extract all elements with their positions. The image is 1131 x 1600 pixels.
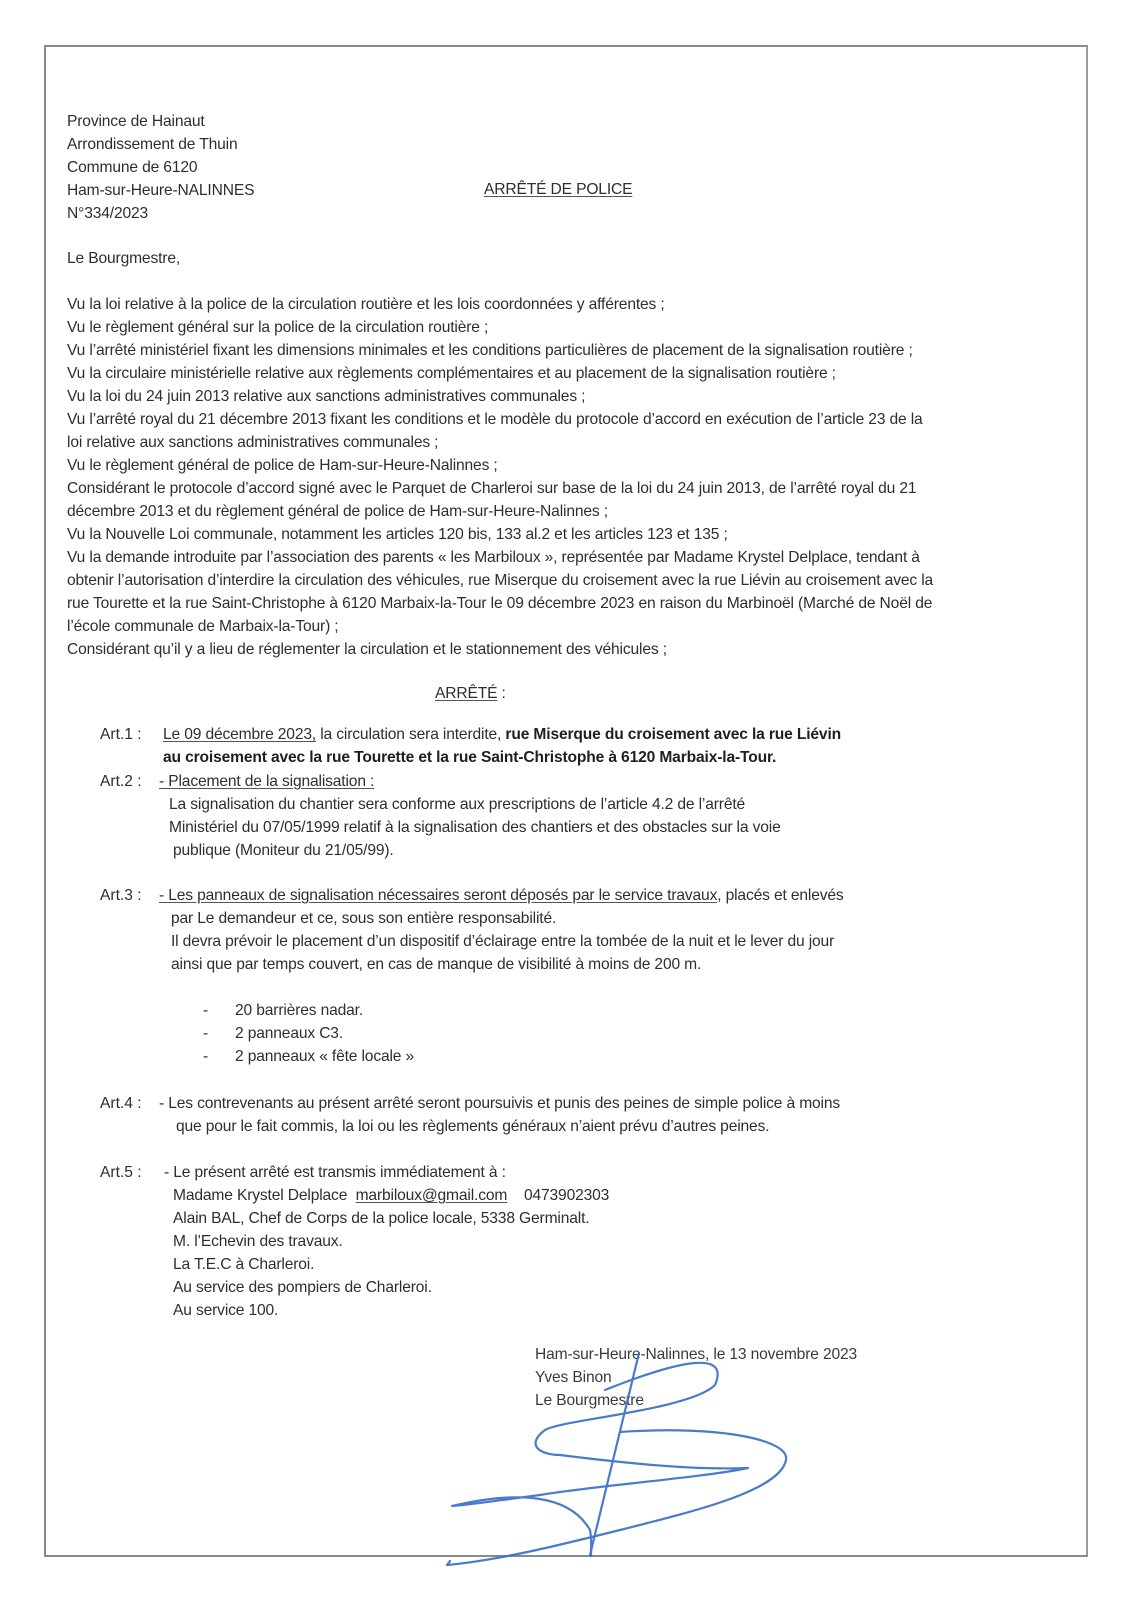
considerant-line: rue Tourette et la rue Saint-Christophe à 6120 Marbaix-la-Tour le 09 décembre 2023 en raison du Marbinoël (Marché de Noël de: [67, 595, 933, 612]
article-3-line: ainsi que par temps couvert, en cas de manque de visibilité à moins de 200 m.: [171, 956, 702, 973]
article-3-line: Il devra prévoir le placement d’un dispositif d’éclairage entre la tombée de la nuit et le lever du jour: [171, 933, 835, 950]
considerant-line: décembre 2013 et du règlement général de police de Ham-sur-Heure-Nalinnes ;: [67, 503, 608, 520]
article-5-label: Art.5 :: [100, 1164, 142, 1181]
recipient-line: La T.E.C à Charleroi.: [173, 1256, 315, 1273]
recipient-phone: 0473902303: [523, 1187, 610, 1204]
recipient-line: Au service 100.: [173, 1302, 279, 1319]
article-1-label: Art.1 :: [100, 726, 142, 743]
considerant-line: Vu le règlement général de police de Ham-sur-Heure-Nalinnes ;: [67, 457, 498, 474]
article-1-location-b: au croisement avec la rue Tourette et la rue Saint-Christophe à 6120 Marbaix-la-Tour.: [163, 749, 777, 766]
article-2-line: La signalisation du chantier sera conforme aux prescriptions de l’article 4.2 de l’arrêté: [169, 796, 746, 813]
article-2-line: Ministériel du 07/05/1999 relatif à la signalisation des chantiers et des obstacles sur la voie: [169, 819, 781, 836]
considerant-line: Vu l’arrêté ministériel fixant les dimensions minimales et les conditions particulières de placement de la signalisation routière ;: [67, 342, 913, 359]
list-item: [203, 1045, 414, 1068]
recipient-line: M. l’Echevin des travaux.: [173, 1233, 343, 1250]
signatory-role: Le Bourgmestre: [535, 1392, 644, 1409]
recipient-line: Alain BAL, Chef de Corps de la police locale, 5338 Germinalt.: [173, 1210, 590, 1227]
recipient-name: Madame Krystel Delplace: [173, 1187, 348, 1204]
article-4-line-1: - Les contrevenants au présent arrêté seront poursuivis et punis des peines de simple police à moins: [159, 1095, 841, 1112]
bullet-dash: -: [203, 1002, 209, 1019]
decision-heading-text: ARRÊTÉ: [435, 685, 498, 702]
issuer-province: Province de Hainaut: [67, 113, 205, 130]
considerant-line: obtenir l’autorisation d’interdire la circulation des véhicules, rue Miserque du croisement avec la rue Liévin au croisement avec la: [67, 572, 934, 589]
list-item-text: 2 panneaux C3.: [235, 1025, 344, 1042]
issuer-commune: Commune de 6120: [67, 159, 198, 176]
article-5-intro: - Le présent arrêté est transmis immédiatement à :: [164, 1164, 506, 1181]
article-2-heading: - Placement de la signalisation :: [159, 773, 375, 790]
considerant-line: Vu l’arrêté royal du 21 décembre 2013 fixant les conditions et le modèle du protocole d’accord en exécution de l’article 23 de la: [67, 411, 923, 428]
considerant-line: Vu la loi relative à la police de la circulation routière et les lois coordonnées y afférentes ;: [67, 296, 665, 313]
article-4-label: Art.4 :: [100, 1095, 142, 1112]
place-and-date: Ham-sur-Heure-Nalinnes, le 13 novembre 2023: [535, 1346, 858, 1363]
article-3-line: par Le demandeur et ce, sous son entière responsabilité.: [171, 910, 557, 927]
considerant-line: loi relative aux sanctions administratives communales ;: [67, 434, 439, 451]
article-3-body: [171, 907, 834, 976]
considerant-line: Considérant qu’il y a lieu de réglementer la circulation et le stationnement des véhicules ;: [67, 641, 667, 658]
article-1-line-1: [163, 723, 841, 746]
considerant-line: l’école communale de Marbaix-la-Tour) ;: [67, 618, 339, 635]
article-5-recipients: [173, 1207, 589, 1322]
article-1-location-a: rue Miserque du croisement avec la rue Liévin: [505, 726, 841, 743]
document-title: ARRÊTÉ DE POLICE: [484, 181, 633, 198]
article-2-line: publique (Moniteur du 21/05/99).: [173, 842, 394, 859]
issuer-block: [67, 110, 254, 225]
article-3-list: [203, 999, 414, 1068]
article-3-rest: , placés et enlevés: [717, 887, 844, 904]
article-2-body: [169, 793, 781, 862]
decision-heading-colon: :: [497, 685, 506, 702]
bullet-dash: -: [203, 1048, 209, 1065]
considerant-line: Vu la loi du 24 juin 2013 relative aux sanctions administratives communales ;: [67, 388, 586, 405]
signatory-name: Yves Binon: [535, 1369, 612, 1386]
article-1-text: la circulation sera interdite,: [316, 726, 506, 743]
article-5-recipient-1: [173, 1184, 609, 1207]
considerants: [67, 293, 933, 661]
issuer-arrondissement: Arrondissement de Thuin: [67, 136, 238, 153]
list-item-text: 2 panneaux « fête locale »: [235, 1048, 415, 1065]
recipient-line: Au service des pompiers de Charleroi.: [173, 1279, 432, 1296]
considerant-line: Vu le règlement général sur la police de la circulation routière ;: [67, 319, 489, 336]
closing-block: [535, 1343, 857, 1412]
article-1-date: Le 09 décembre 2023,: [163, 726, 317, 743]
article-3-line-1: [159, 884, 844, 907]
decree-number: N°334/2023: [67, 205, 149, 222]
article-3-underlined: - Les panneaux de signalisation nécessaires seront déposés par le service travaux: [159, 887, 718, 904]
issuer-municipality: Ham-sur-Heure-NALINNES: [67, 182, 255, 199]
list-item-text: 20 barrières nadar.: [235, 1002, 364, 1019]
considerant-line: Considérant le protocole d’accord signé avec le Parquet de Charleroi sur base de la loi du 24 juin 2013, de l’arrêté royal du 21: [67, 480, 917, 497]
decision-heading: [435, 682, 506, 705]
bullet-dash: -: [203, 1025, 209, 1042]
article-2-label: Art.2 :: [100, 773, 142, 790]
list-item: [203, 999, 414, 1022]
recipient-email-link[interactable]: marbiloux@gmail.com: [355, 1187, 508, 1204]
article-4-line-2: que pour le fait commis, la loi ou les règlements généraux n’aient prévu d’autres peines.: [176, 1118, 770, 1135]
considerant-line: Vu la demande introduite par l’association des parents « les Marbiloux », représentée par Madame Krystel Delplace, tendant à: [67, 549, 920, 566]
greeting: Le Bourgmestre,: [67, 250, 181, 267]
considerant-line: Vu la circulaire ministérielle relative aux règlements complémentaires et au placement de la signalisation routière ;: [67, 365, 836, 382]
considerant-line: Vu la Nouvelle Loi communale, notamment les articles 120 bis, 133 al.2 et les articles 123 et 135 ;: [67, 526, 728, 543]
article-3-label: Art.3 :: [100, 887, 142, 904]
list-item: [203, 1022, 414, 1045]
